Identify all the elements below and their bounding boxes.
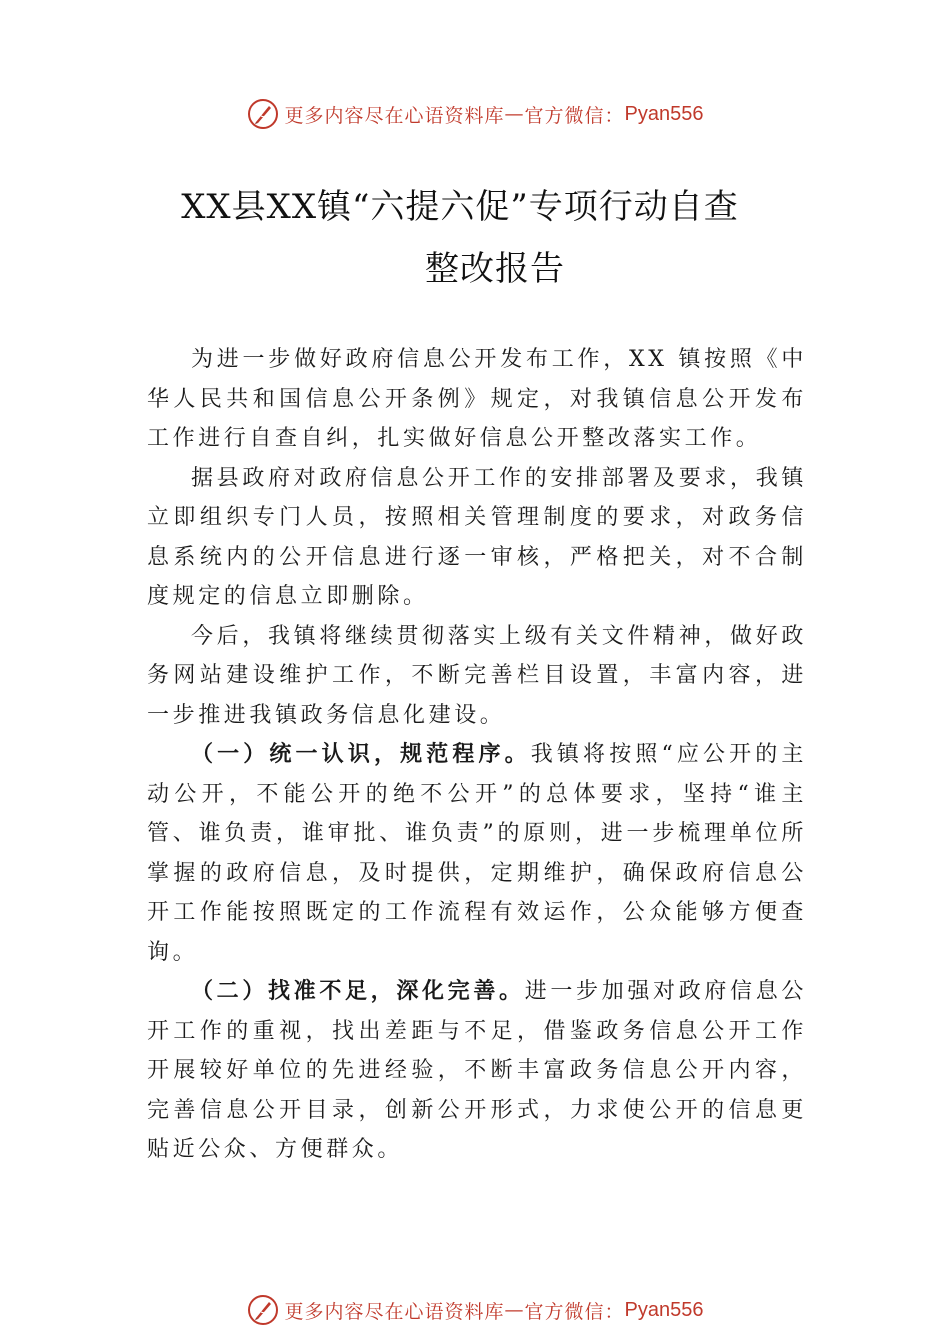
document-body	[147, 340, 807, 1170]
banner-wechat-id: Pyan556	[624, 1298, 704, 1321]
banner-dash: —	[504, 103, 525, 125]
footer-banner	[0, 1292, 950, 1328]
quill-logo-icon	[247, 98, 279, 130]
paragraph-text: 今后，我镇将继续贯彻落实上级有关文件精神，做好政务网站建设维护工作，不断完善栏目设置，丰富内容，进一步推进我镇政务信息化建设。	[147, 623, 807, 728]
paragraph-lead-heading: （二）找准不足，深化完善。	[191, 978, 525, 1004]
paragraph-text: 为进一步做好政府信息公开发布工作，XX 镇按照《中华人民共和国信息公开条例》规定，对我镇信息公开发布工作进行自查自纠，扎实做好信息公开整改落实工作。	[147, 347, 807, 451]
document-title-line-1: XX县XX镇“六提六促”专项行动自查	[181, 187, 739, 227]
document-title-line-2: 整改报告	[425, 249, 565, 289]
banner-brand-text: 更多内容尽在心语资料库	[284, 104, 505, 127]
paragraph	[147, 340, 807, 459]
paragraph	[147, 617, 807, 736]
banner-wechat-label: 官方微信：	[524, 1300, 625, 1323]
header-banner	[0, 96, 950, 132]
quill-logo-icon	[247, 1294, 279, 1326]
banner-wechat-label: 官方微信：	[524, 104, 625, 127]
paragraph-text: 据县政府对政府信息公开工作的安排部署及要求，我镇立即组织专门人员，按照相关管理制度的要求，对政务信息系统内的公开信息进行逐一审核，严格把关，对不合制度规定的信息立即删除。	[147, 465, 807, 609]
paragraph-text: 我镇将按照“应公开的主动公开，不能公开的绝不公开”的总体要求，坚持“谁主管、谁负责，谁审批、谁负责”的原则，进一步梳理单位所掌握的政府信息，及时提供，定期维护，确保政府信息公开工作能按照既定的工作流程有效运作，公众能够方便查询。	[147, 742, 807, 965]
paragraph-lead-heading: （一）统一认识，规范程序。	[191, 741, 531, 767]
banner-brand-text: 更多内容尽在心语资料库	[284, 1300, 505, 1323]
banner-wechat-id: Pyan556	[624, 102, 704, 125]
paragraph	[147, 459, 807, 617]
paragraph	[147, 735, 807, 972]
paragraph-text: 进一步加强对政府信息公开工作的重视，找出差距与不足，借鉴政务信息公开工作开展较好单位的先进经验，不断丰富政务信息公开内容，完善信息公开目录，创新公开形式，力求使公开的信息更贴近公众、方便群众。	[147, 979, 807, 1162]
banner-dash: —	[504, 1299, 525, 1321]
paragraph	[147, 972, 807, 1170]
